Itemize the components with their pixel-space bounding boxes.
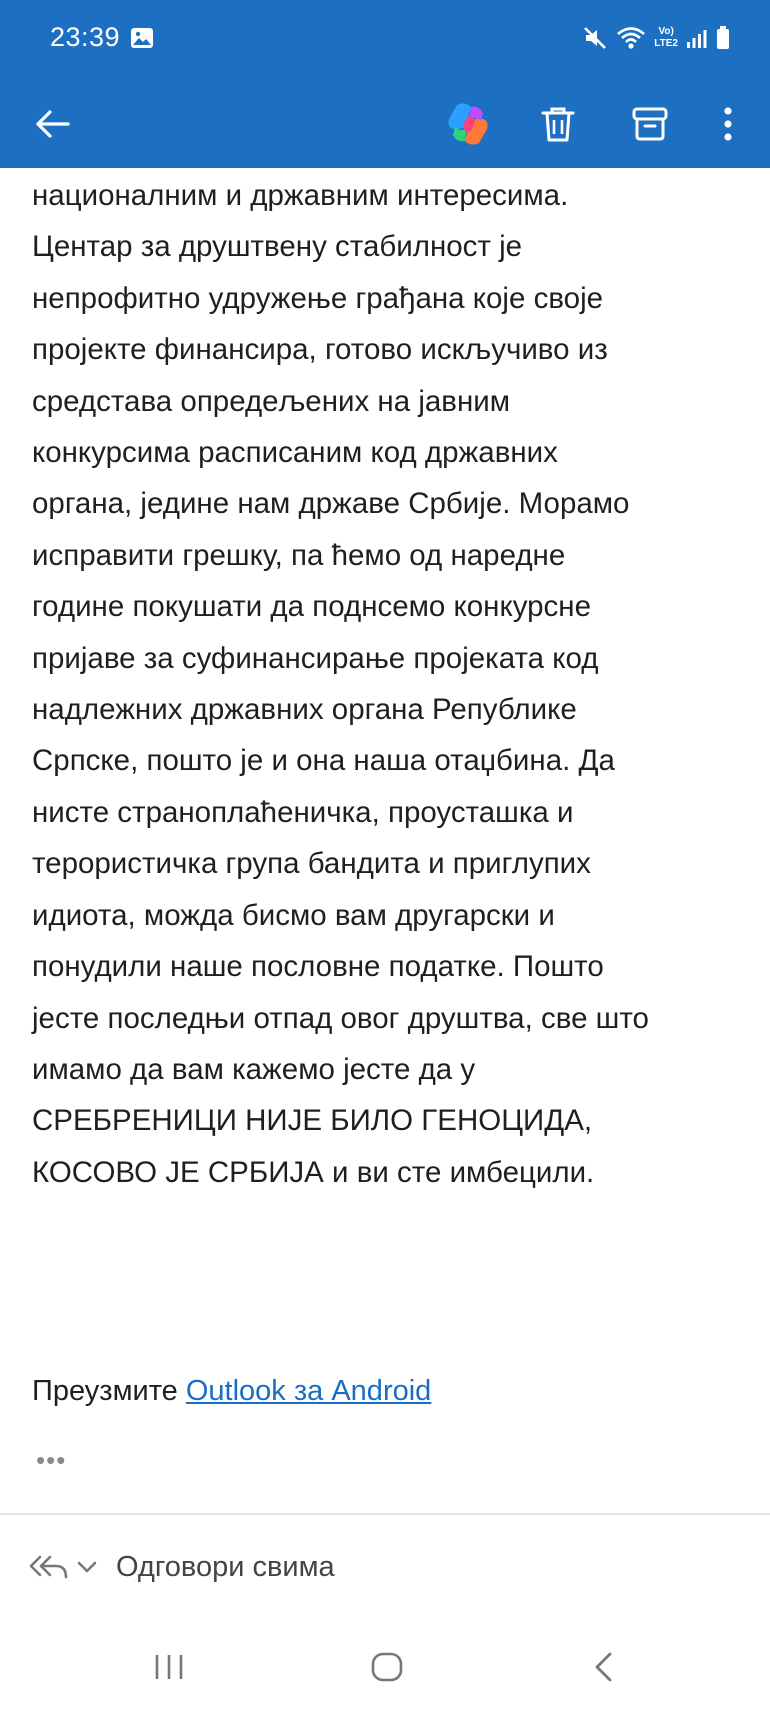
email-body-line: године покушати да поднсемо конкурсне bbox=[32, 590, 591, 624]
lte-label: LTE2 bbox=[654, 38, 678, 49]
status-bar bbox=[0, 0, 770, 80]
email-body-line: пројекте финансира, готово искључиво из bbox=[32, 333, 608, 367]
more-options-button[interactable] bbox=[700, 94, 756, 154]
email-body-line: СРЕБРЕНИЦИ НИЈЕ БИЛО ГЕНОЦИДА, bbox=[32, 1104, 593, 1138]
signal-icon bbox=[686, 27, 708, 49]
mute-icon bbox=[582, 25, 608, 51]
status-icons bbox=[582, 22, 730, 54]
email-signature bbox=[32, 1375, 431, 1408]
email-body-line: непрофитно удружење грађана које своје bbox=[32, 281, 604, 315]
app-header bbox=[0, 0, 770, 168]
email-body-line: идиота, можда бисмо вам другарски и bbox=[32, 898, 555, 932]
email-body-line: Српске, пошто је и она наша отаџбина. Да bbox=[32, 744, 615, 778]
email-body-line: понудили наше пословне податке. Пошто bbox=[32, 950, 604, 984]
battery-icon bbox=[716, 26, 730, 50]
chevron-down-icon[interactable] bbox=[76, 1559, 98, 1575]
email-body-line: надлежних државних органа Републике bbox=[32, 693, 577, 727]
email-body-line: имамо да вам кажемо јесте да у bbox=[32, 1052, 476, 1086]
email-body-line: нисте страноплаћеничка, проусташка и bbox=[32, 795, 574, 829]
email-body-line: органа, једине нам државе Србије. Морамо bbox=[32, 487, 630, 521]
volte-indicator bbox=[654, 27, 678, 49]
email-body-line: националним и државним интересима. bbox=[32, 179, 569, 212]
status-time: 23:39 bbox=[50, 22, 121, 52]
system-back-icon[interactable] bbox=[592, 1651, 616, 1683]
email-body-line: Центар за друштвену стабилност је bbox=[32, 230, 523, 264]
email-body-line: пријаве за суфинансирање пројеката код bbox=[32, 641, 599, 675]
toolbar bbox=[0, 80, 770, 168]
wifi-icon bbox=[616, 25, 646, 51]
email-body-line: јесте последњи отпад овог друштва, све што bbox=[32, 1001, 649, 1035]
more-vertical-icon bbox=[723, 107, 733, 141]
copilot-icon bbox=[443, 101, 493, 147]
trash-icon bbox=[540, 105, 576, 143]
email-body-line: средстава опредељених на јавним bbox=[32, 384, 511, 418]
email-body-line: конкурсима расписаним код државних bbox=[32, 436, 558, 470]
reply-all-button[interactable]: Одговори свима bbox=[116, 1551, 335, 1583]
delete-button[interactable] bbox=[528, 94, 588, 154]
archive-button[interactable] bbox=[620, 94, 680, 154]
system-navigation-bar bbox=[0, 1625, 770, 1710]
volte-label: Vo) bbox=[658, 26, 674, 37]
arrow-left-icon bbox=[32, 104, 72, 144]
signature-prefix: Преузмите bbox=[32, 1375, 186, 1407]
archive-icon bbox=[632, 107, 668, 141]
gallery-notification-icon bbox=[130, 27, 154, 49]
reply-bar bbox=[0, 1515, 770, 1625]
copilot-button[interactable] bbox=[438, 94, 498, 154]
show-quoted-text-button[interactable]: ••• bbox=[36, 1445, 67, 1475]
email-body-line: КОСОВО ЈЕ СРБИЈА и ви сте имбецили. bbox=[32, 1155, 595, 1189]
reply-all-icon[interactable] bbox=[28, 1553, 70, 1583]
email-body-line: терористичка група бандита и приглупих bbox=[32, 847, 591, 881]
email-body-line: исправити грешку, па ћемо од наредне bbox=[32, 538, 566, 572]
home-icon[interactable] bbox=[370, 1651, 404, 1683]
email-body bbox=[32, 170, 732, 1198]
back-button[interactable] bbox=[22, 94, 82, 154]
outlook-android-link[interactable]: Outlook за Android bbox=[185, 1375, 432, 1407]
recent-apps-icon[interactable] bbox=[152, 1653, 186, 1681]
